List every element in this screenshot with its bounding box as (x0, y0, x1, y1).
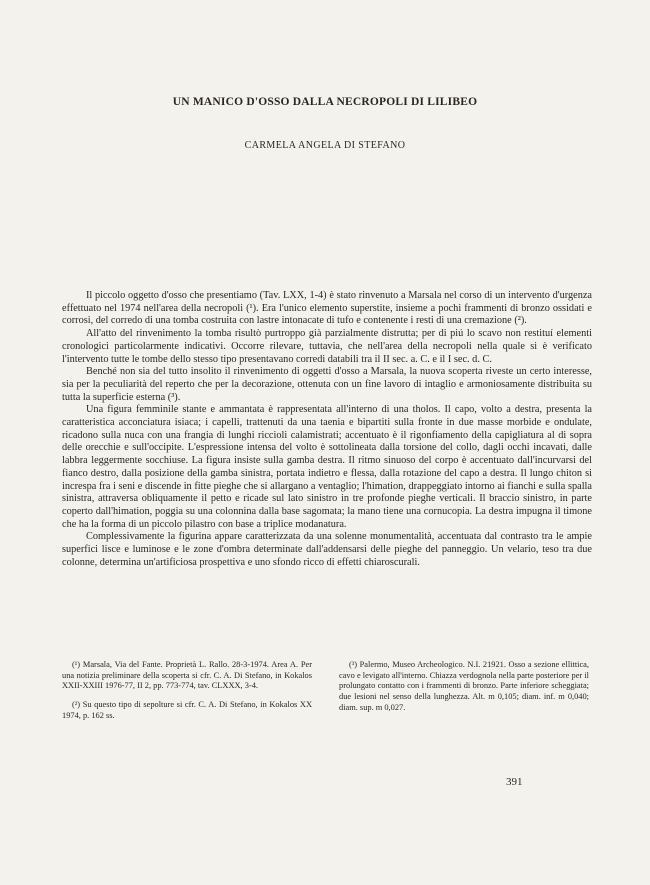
footnote-3: (³) Palermo, Museo Archeologico. N.I. 21921. Osso a sezione ellittica, cavo e levigato all'interno. Chiazza verdognola nella parte posteriore per il prolungato contatto con i frammenti di bronzo. Parte inferiore scheggiata; due lesioni nel senso della lunghezza. Alt. m 0,105; diam. inf. m 0,040; diam. sup. m 0,027. (339, 660, 589, 712)
paragraph-3: Benché non sia del tutto insolito il rinvenimento di oggetti d'osso a Marsala, la nuova scoperta riveste un certo interesse, sia per la peculiarità del reperto che per la decorazione, ottenuta con un fine lavoro di intaglio e armoniosamente distribuita su tutta la superficie esterna (³). (62, 366, 592, 403)
paragraph-1: Il piccolo oggetto d'osso che presentiamo (Tav. LXX, 1-4) è stato rinvenuto a Marsala nel corso di un intervento d'urgenza effettuato nel 1974 nell'area della necropoli (¹). Era l'unico elemento superstite, insieme a pochi frammenti di bronzo ossidati e corrosi, del corredo di una tomba costruita con lastre intonacate di tufo e contenente i resti di una cremazione (²). (62, 290, 592, 327)
footnotes-left-column (62, 660, 312, 730)
article-body (62, 290, 592, 569)
page-number: 391 (506, 776, 523, 788)
footnote-1: (¹) Marsala, Via del Fante. Proprietà L. Rallo. 28-3-1974. Area A. Per una notizia preliminare della scoperta si cfr. C. A. Di Stefano, in Kokalos XXII-XXIII 1976-77, II 2, pp. 773-774, tav. CLXXX, 3-4. (62, 660, 312, 691)
article-title: UN MANICO D'OSSO DALLA NECROPOLI DI LILIBEO (172, 96, 478, 108)
paragraph-5: Complessivamente la figurina appare caratterizzata da una solenne monumentalità, accentuata dal contrasto tra le ampie superfici lisce e luminose e le zone d'ombra determinate dall'addensarsi delle pieghe del panneggio. Un velario, teso tra due colonne, determina un'artificiosa prospettiva e uno sfondo ricco di effetti chiaroscurali. (62, 531, 592, 568)
paragraph-2: All'atto del rinvenimento la tomba risultò purtroppo già parzialmente distrutta; per di piú lo scavo non restituí elementi cronologici particolarmente indicativi. Occorre rilevare, tuttavia, che nell'area della necropoli nella quale si è verificato l'intervento tutte le tombe dello stesso tipo presentavano corredi databili tra il II sec. a. C. e il I sec. d. C. (62, 328, 592, 365)
paragraph-4: Una figura femminile stante e ammantata è rappresentata all'interno di una tholos. Il capo, volto a destra, presenta la caratteristica acconciatura isiaca; i capelli, trattenuti da una taenia e bipartiti sulla fronte in due masse morbide e ondulate, ricadono sulla nuca con una frangia di lunghi riccioli calamistrati; accentuato è il rigonfiamento della capigliatura al di sopra delle orecchie e sull'occipite. L'espressione intensa del volto è sottolineata dalla torsione del collo, dagli occhi incavati, dalle labbra leggermente socchiuse. La figura insiste sulla gamba destra. Il ritmo sinuoso del corpo è accentuato dall'incurvarsi del fianco destro, dalla posizione della gamba sinistra, portata indietro e flessa, dalla rotazione del capo a destra. Il lungo chiton si increspa fra i seni e discende in fitte pieghe che si allargano a ventaglio; l'himation, drappeggiato intorno ai fianchi e sulla spalla sinistra, attraversa obliquamente il petto e ricade sul lato sinistro in tre profonde pieghe verticali. Il braccio sinistro, in parte coperto dall'himation, poggia su una colonnina dalla base sagomata; la mano tiene una cornucopia. La destra impugna il timone che ha la forma di un piccolo pilastro con base a triplice modanatura. (62, 404, 592, 530)
footnotes-right-column (339, 660, 589, 722)
article-author: CARMELA ANGELA DI STEFANO (244, 140, 406, 151)
footnote-2: (²) Su questo tipo di sepolture si cfr. C. A. Di Stefano, in Kokalos XX 1974, p. 162 ss. (62, 700, 312, 720)
